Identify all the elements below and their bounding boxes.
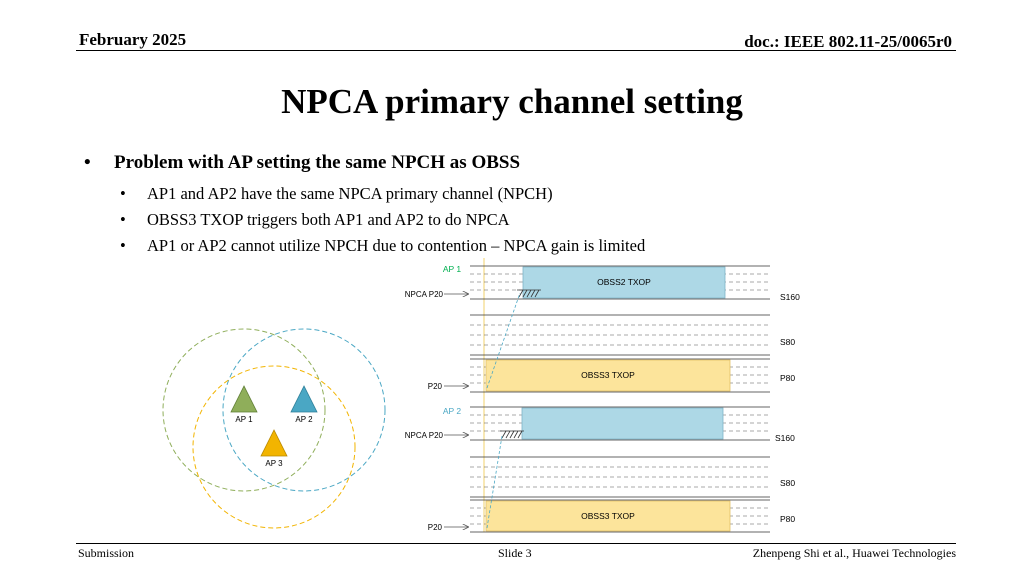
bullet-sub-2: • OBSS3 TXOP triggers both AP1 and AP2 to do NPCA — [84, 210, 645, 236]
ap1-p80-label: P80 — [780, 373, 796, 383]
ap2-panel-heading: AP 2 — [442, 406, 462, 416]
ap1-p20-label: P20 — [427, 382, 442, 391]
ap2-obss3-label: OBSS3 TXOP — [581, 511, 635, 521]
bullet-sub-1: • AP1 and AP2 have the same NPCA primary channel (NPCH) — [84, 184, 645, 210]
header-doc-id: doc.: IEEE 802.11-25/0065r0 — [744, 32, 952, 51]
footer-submission: Submission — [78, 546, 135, 560]
ap2-obss-block — [522, 408, 723, 439]
ap3-label: AP 3 — [265, 459, 283, 468]
ap1-s160-label: S160 — [780, 292, 800, 302]
footer-slide-number: Slide 3 — [498, 546, 532, 560]
ap1-triangle-icon — [231, 386, 257, 412]
ap2-p20-label: P20 — [427, 523, 442, 532]
footer-divider — [76, 543, 956, 544]
header-date: February 2025 — [79, 30, 187, 49]
footer-authors: Zhenpeng Shi et al., Huawei Technologies — [752, 546, 956, 560]
ap1-obss2-label: OBSS2 TXOP — [597, 277, 651, 287]
bullet-main: • Problem with AP setting the same NPCH as OBSS — [84, 152, 645, 184]
ap1-channel-panel — [405, 264, 800, 392]
ap2-triangle-icon — [291, 386, 317, 412]
ap1-npca-p20-label: NPCA P20 — [404, 290, 443, 299]
ap1-s80-label: S80 — [780, 337, 796, 347]
ap2-s160-label: S160 — [775, 433, 795, 443]
ap2-label: AP 2 — [295, 415, 313, 424]
ap2-s80-label: S80 — [780, 478, 796, 488]
ap1-label: AP 1 — [235, 415, 253, 424]
ap2-p80-label: P80 — [780, 514, 796, 524]
ap1-obss3-label: OBSS3 TXOP — [581, 370, 635, 380]
ap3-triangle-icon — [261, 430, 287, 456]
bullet-sub-3: • AP1 or AP2 cannot utilize NPCH due to contention – NPCA gain is limited — [84, 236, 645, 262]
ap2-npca-p20-label: NPCA P20 — [404, 431, 443, 440]
ap1-panel-heading: AP 1 — [442, 264, 462, 274]
slide-title: NPCA primary channel setting — [281, 82, 743, 121]
coverage-circles — [163, 329, 385, 528]
ap2-contention-hatch — [500, 431, 524, 438]
ap2-channel-panel — [405, 406, 796, 532]
